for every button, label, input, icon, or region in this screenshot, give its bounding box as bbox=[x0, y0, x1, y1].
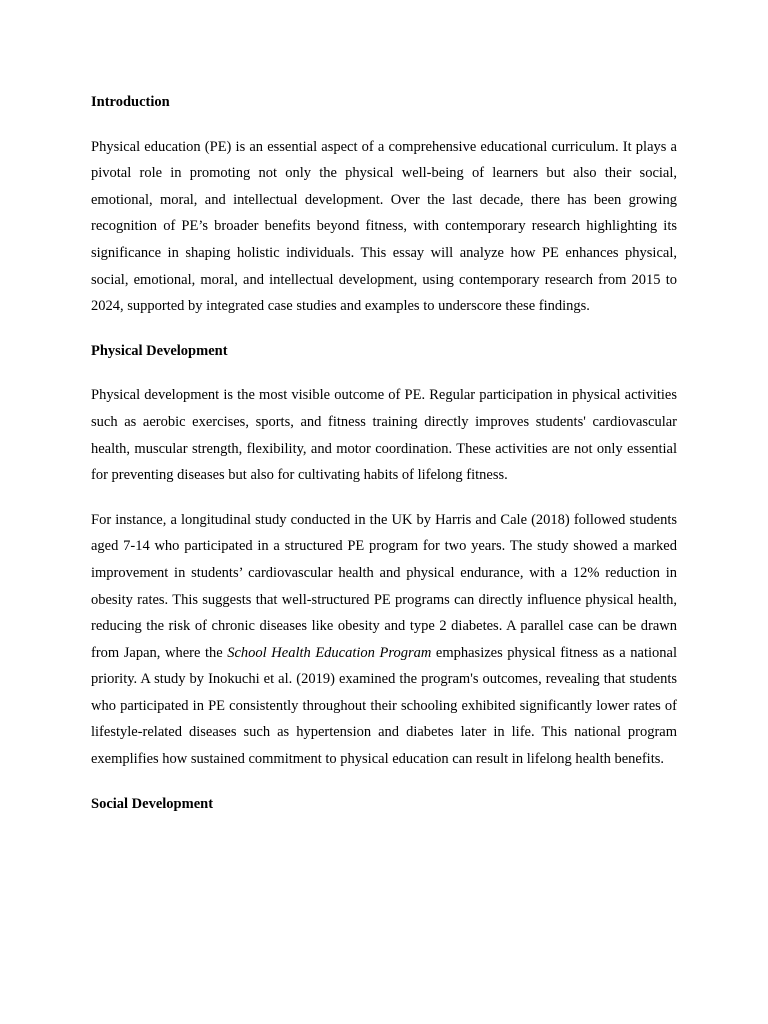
section-heading-introduction: Introduction bbox=[91, 94, 170, 110]
section-heading-social-development: Social Development bbox=[91, 795, 214, 812]
document-page bbox=[91, 89, 677, 835]
paragraph-text-after-italic: emphasizes physical fitness as a national priority. A study by Inokuchi et al. (2019) examined the program's outcomes, revealing that students who participated in PE consistently throughout their schooling exhibited significantly lower rates of lifestyle-related diseases such as hypertension and diabetes later in life. This national program exemplifies how sustained commitment to physical education can result in lifelong health benefits. bbox=[91, 644, 677, 768]
paragraph-text-before-italic: For instance, a longitudinal study conducted in the UK by Harris and Cale (2018) followed students aged 7-14 who participated in a structured PE program for two years. The study showed a marked improvement in students’ cardiovascular health and physical endurance, with a 12% reduction in obesity rates. This suggests that well-structured PE programs can directly influence physical health, reducing the risk of chronic diseases like obesity and type 2 diabetes. A parallel case can be drawn from Japan, where the bbox=[91, 511, 677, 661]
section-heading-physical-development: Physical Development bbox=[91, 342, 228, 359]
physical-development-paragraph-2 bbox=[91, 507, 677, 773]
physical-development-paragraph-1: Physical development is the most visible outcome of PE. Regular participation in physical activities such as aerobic exercises, sports, and fitness training directly improves students' cardiovascular health, muscular strength, flexibility, and motor coordination. These activities are not only essential for preventing diseases but also for cultivating habits of lifelong fitness. bbox=[91, 387, 677, 484]
introduction-paragraph: Physical education (PE) is an essential aspect of a comprehensive educational curriculum. It plays a pivotal role in promoting not only the physical well-being of learners but also their social, emotional, moral, and intellectual development. Over the last decade, there has been growing recognition of PE’s broader benefits beyond fitness, with contemporary research highlighting its significance in shaping holistic individuals. This essay will analyze how PE enhances physical, social, emotional, moral, and intellectual development, using contemporary research from 2015 to 2024, supported by integrated case studies and examples to underscore these findings. bbox=[91, 138, 677, 315]
program-name-italic: School Health Education Program bbox=[227, 644, 432, 661]
